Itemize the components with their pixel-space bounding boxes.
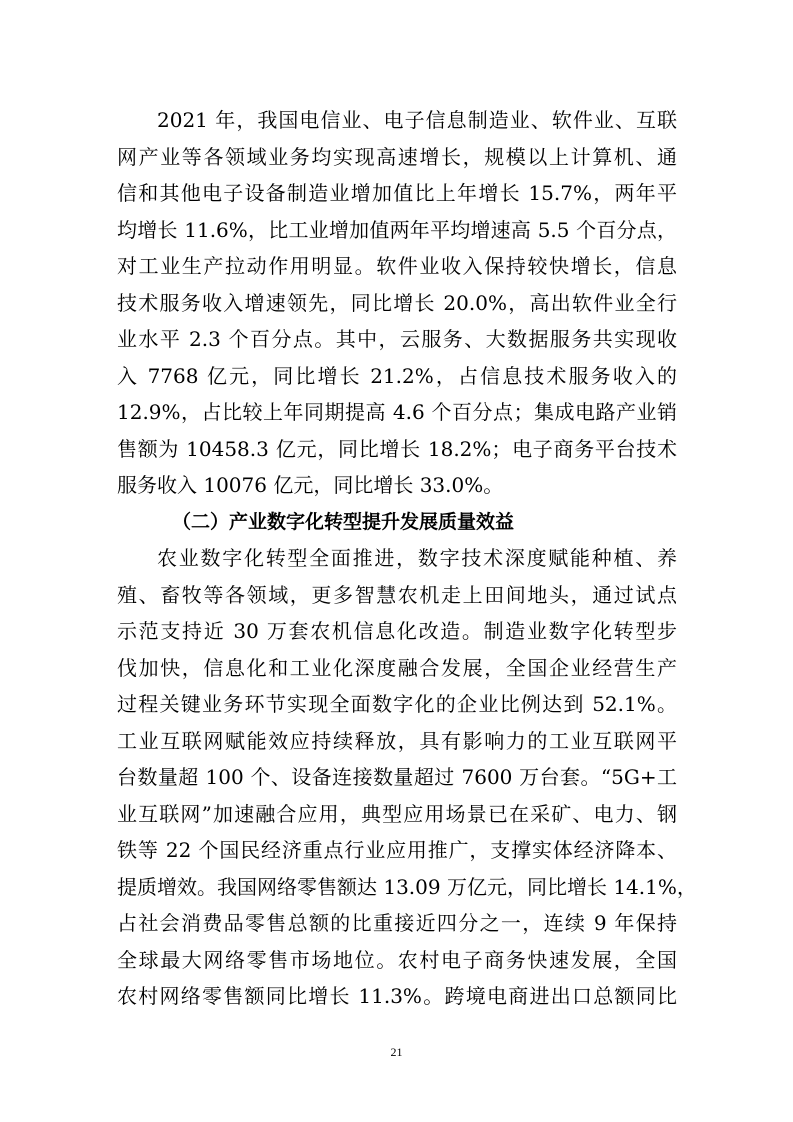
paragraph-line: 占社会消费品零售总额的比重接近四分之一，连续 9 年保持 xyxy=(117,911,677,935)
paragraph-line: 入 7768 亿元，同比增长 21.2%，占信息技术服务收入的 xyxy=(117,363,677,388)
paragraph-line: 均增长 11.6%，比工业增加值两年平均增速高 5.5 个百分点， xyxy=(117,217,677,242)
paragraph-line: 殖、畜牧等各领域，更多智慧农机走上田间地头，通过试点 xyxy=(117,582,677,607)
paragraph-line: 农业数字化转型全面推进，数字技术深度赋能种植、养 xyxy=(157,546,677,570)
paragraph-line: 服务收入 10076 亿元，同比增长 33.0%。 xyxy=(117,473,504,497)
paragraph-line: 技术服务收入增速领先，同比增长 20.0%，高出软件业全行 xyxy=(117,290,677,315)
paragraph-line: 台数量超 100 个、设备连接数量超过 7600 万台套。“5G+工 xyxy=(117,765,677,789)
paragraph-line: 2021 年，我国电信业、电子信息制造业、软件业、互联 xyxy=(157,108,677,132)
paragraph-line: 示范支持近 30 万套农机信息化改造。制造业数字化转型步 xyxy=(117,619,677,643)
paragraph-line: 对工业生产拉动作用明显。软件业收入保持较快增长，信息 xyxy=(117,254,677,278)
page-number: 21 xyxy=(390,1045,403,1059)
paragraph-line: 过程关键业务环节实现全面数字化的企业比例达到 52.1%。 xyxy=(117,692,677,716)
paragraph-line: 铁等 22 个国民经济重点行业应用推广，支撑实体经济降本、 xyxy=(117,838,677,862)
section-heading: （二）产业数字化转型提升发展质量效益 xyxy=(172,510,515,533)
paragraph-line: 售额为 10458.3 亿元，同比增长 18.2%；电子商务平台技术 xyxy=(117,436,677,461)
paragraph-line: 工业互联网赋能效应持续释放，具有影响力的工业互联网平 xyxy=(117,728,677,753)
paragraph-line: 农村网络零售额同比增长 11.3%。跨境电商进出口总额同比 xyxy=(117,984,677,1008)
paragraph-line: 提质增效。我国网络零售额达 13.09 万亿元，同比增长 14.1%， xyxy=(117,874,697,899)
body-text xyxy=(117,102,697,1015)
paragraph-line: 12.9%，占比较上年同期提高 4.6 个百分点；集成电路产业销 xyxy=(117,400,677,424)
paragraph-line: 业互联网”加速融合应用，典型应用场景已在采矿、电力、钢 xyxy=(117,801,677,826)
paragraph-line: 信和其他电子设备制造业增加值比上年增长 15.7%，两年平 xyxy=(117,181,677,205)
paragraph-line: 网产业等各领域业务均实现高速增长，规模以上计算机、通 xyxy=(117,144,677,169)
paragraph-line: 全球最大网络零售市场地位。农村电子商务快速发展，全国 xyxy=(117,947,677,972)
paragraph-line: 业水平 2.3 个百分点。其中，云服务、大数据服务共实现收 xyxy=(117,327,677,351)
paragraph-line: 伐加快，信息化和工业化深度融合发展，全国企业经营生产 xyxy=(117,655,677,680)
